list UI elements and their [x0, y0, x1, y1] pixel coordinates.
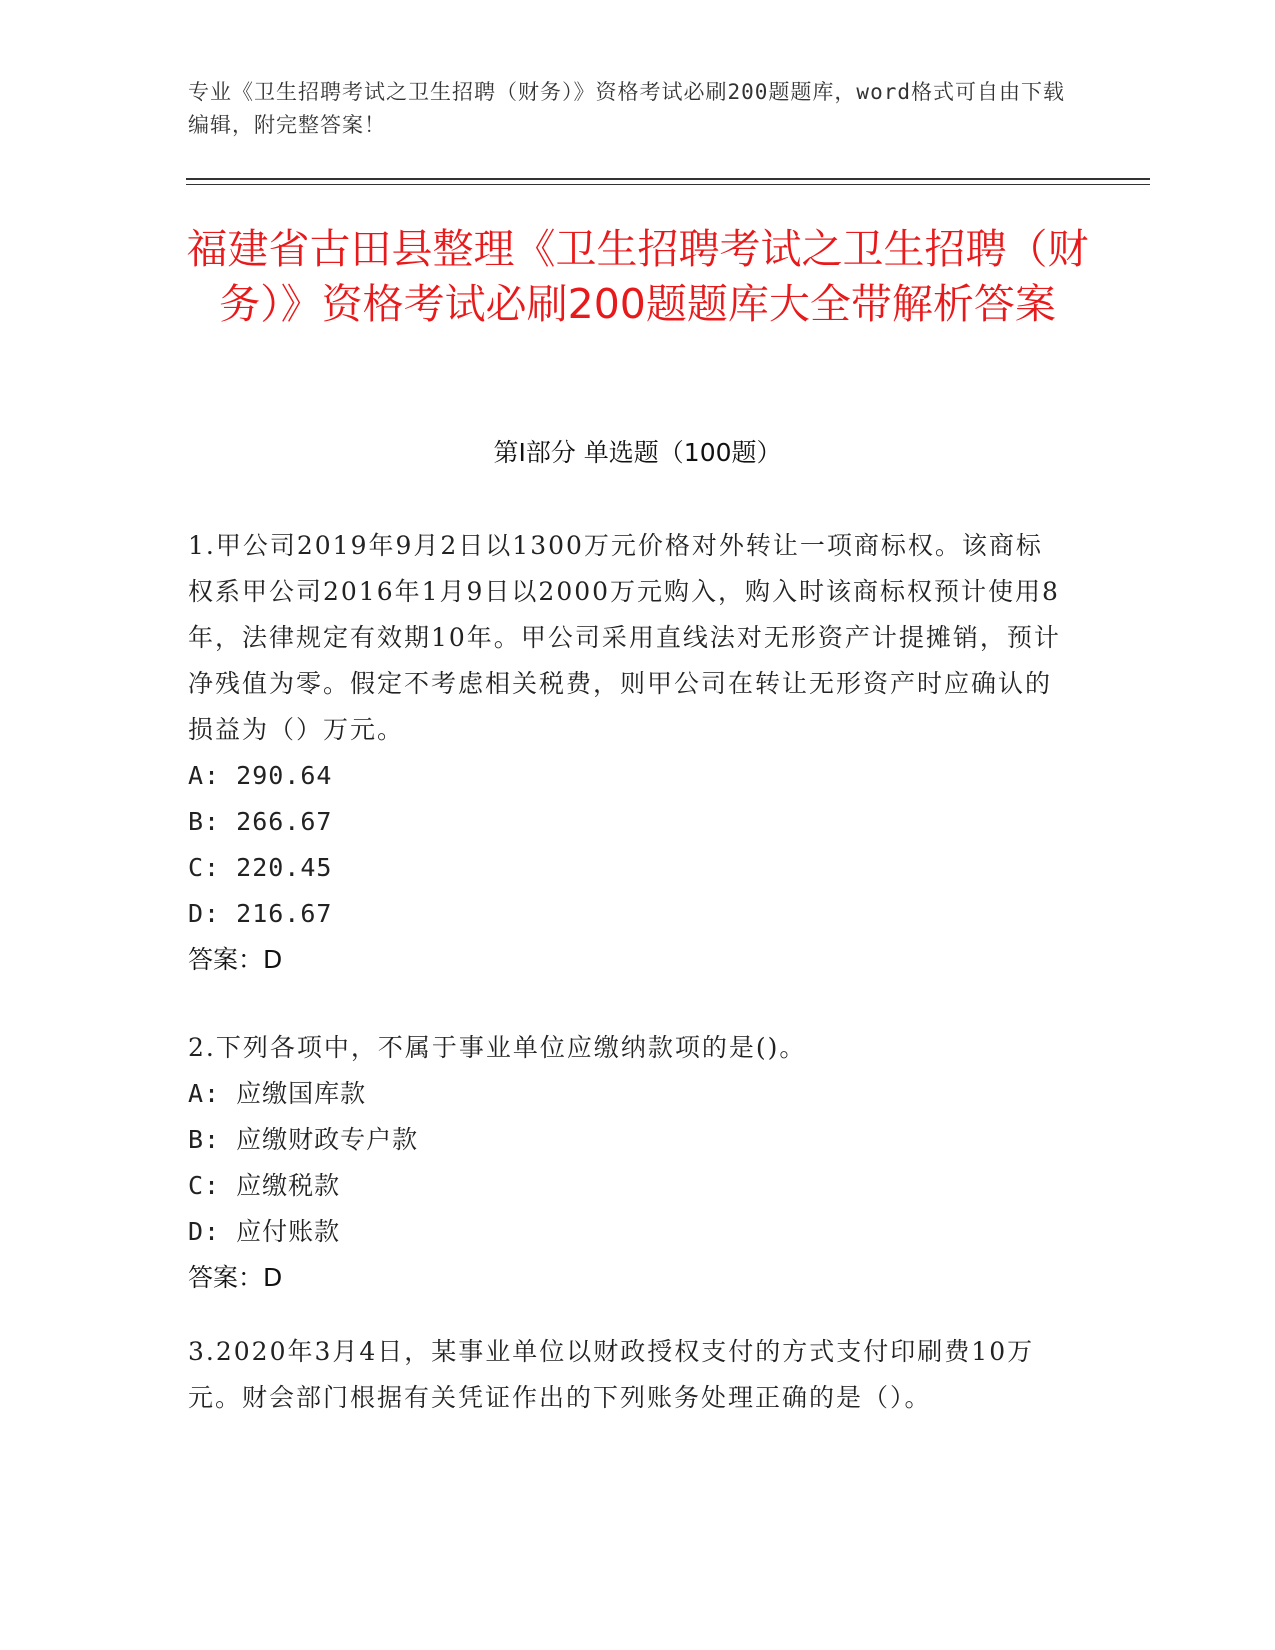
- header-note: 专业《卫生招聘考试之卫生招聘（财务）》资格考试必刷200题题库，word格式可自由下载编辑，附完整答案！: [188, 80, 1065, 137]
- header-divider-thin: [186, 184, 1150, 185]
- option-d: D: 216.67: [188, 899, 333, 928]
- answer: 答案：D: [188, 1263, 283, 1292]
- option-a: A: 应缴国库款: [188, 1079, 367, 1108]
- option-c: C: 220.45: [188, 853, 333, 882]
- answer: 答案：D: [188, 945, 283, 974]
- option-c: C: 应缴税款: [188, 1171, 341, 1200]
- question-stem: 3.2020年3月4日，某事业单位以财政授权支付的方式支付印刷费10万元。财会部门根据有关凭证作出的下列账务处理正确的是（）。: [188, 1337, 1035, 1412]
- question-1: [188, 523, 1068, 983]
- question-2: [188, 1025, 1068, 1301]
- header-divider-thick: [186, 178, 1150, 180]
- question-3: [188, 1329, 1068, 1421]
- option-d: D: 应付账款: [188, 1217, 341, 1246]
- question-stem: 2.下列各项中，不属于事业单位应缴纳款项的是()。: [188, 1033, 807, 1062]
- question-stem: 1.甲公司2019年9月2日以1300万元价格对外转让一项商标权。该商标权系甲公司2016年1月9日以2000万元购入，购入时该商标权预计使用8年，法律规定有效期10年。甲公司采用直线法对无形资产计提摊销，预计净残值为零。假定不考虑相关税费，则甲公司在转让无形资产时应确认的损益为（）万元。: [188, 531, 1061, 744]
- option-a: A: 290.64: [188, 761, 333, 790]
- option-b: B: 应缴财政专户款: [188, 1125, 419, 1154]
- document-title: 福建省古田县整理《卫生招聘考试之卫生招聘（财务）》资格考试必刷200题题库大全带解析答案: [186, 225, 1089, 328]
- section-title: 第I部分 单选题（100题）: [493, 438, 782, 467]
- option-b: B: 266.67: [188, 807, 333, 836]
